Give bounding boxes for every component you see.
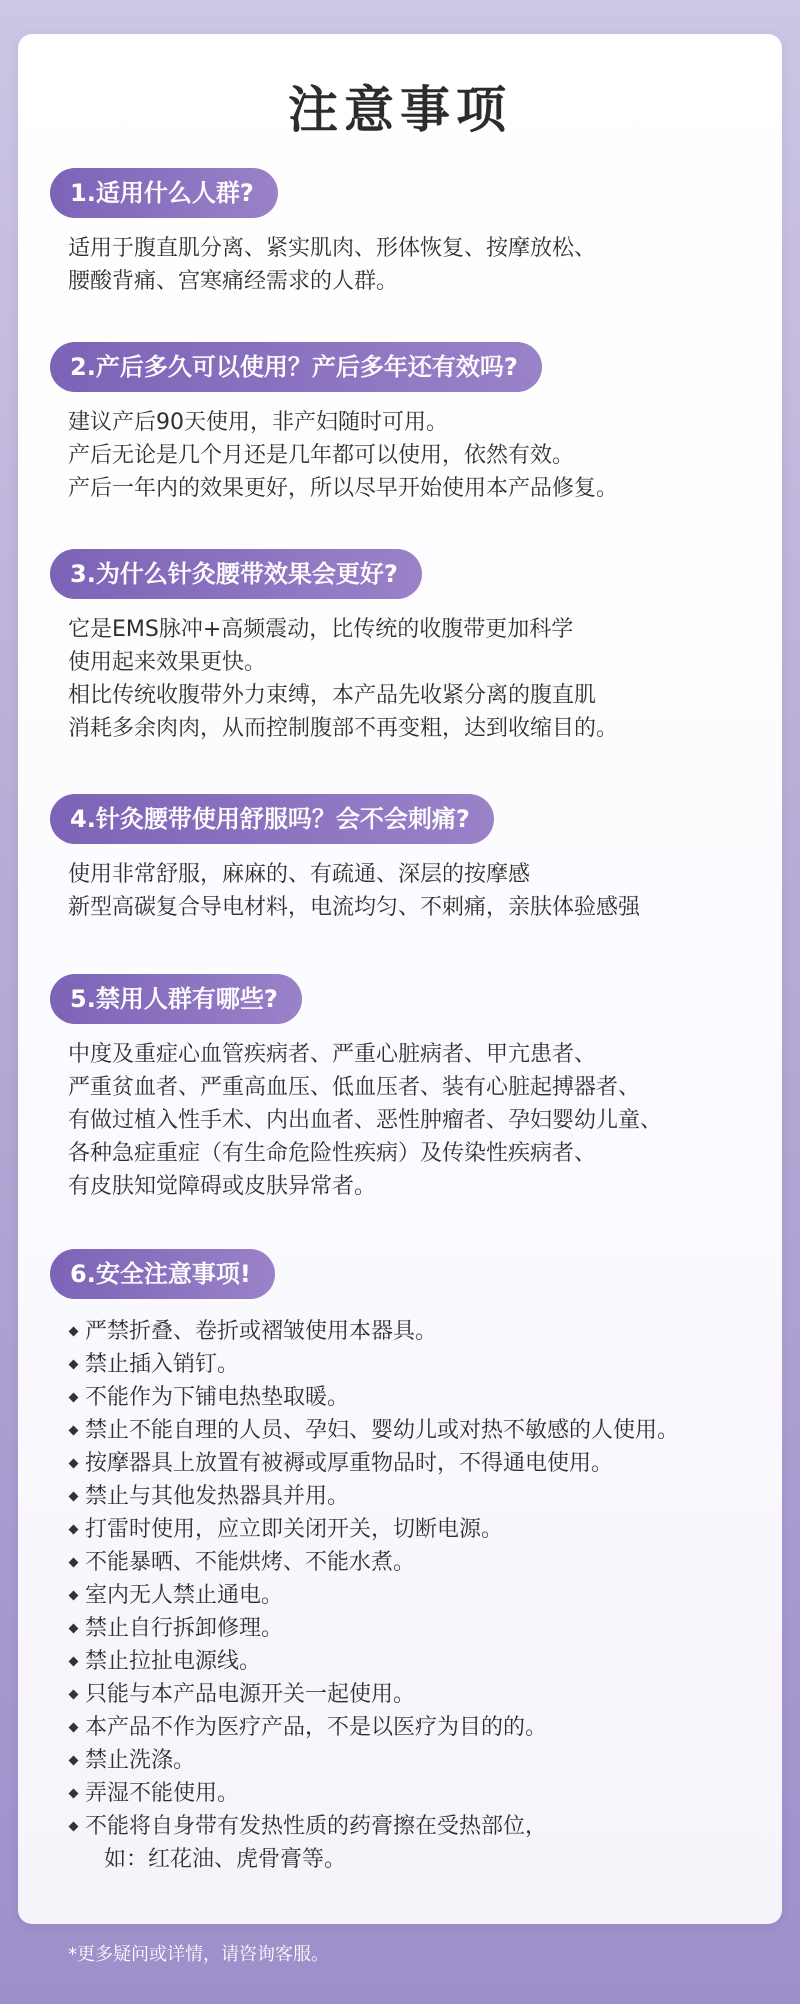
section-target-users — [50, 168, 770, 298]
list-item: 不能暴晒、不能烘烤、不能水煮。 — [66, 1546, 770, 1579]
section-heading: 4.针灸腰带使用舒服吗？会不会刺痛? — [50, 794, 494, 844]
list-item: 弄湿不能使用。 — [66, 1777, 770, 1810]
list-item: 禁止拉扯电源线。 — [66, 1645, 770, 1678]
section-effectiveness — [50, 549, 770, 745]
diamond-bullet-icon — [69, 1789, 79, 1799]
list-item: 只能与本产品电源开关一起使用。 — [66, 1678, 770, 1711]
section-text-line: 中度及重症心血管疾病者、严重心脏病者、甲亢患者、 — [68, 1042, 597, 1067]
list-item: 禁止与其他发热器具并用。 — [66, 1480, 770, 1513]
section-postpartum-usage — [50, 342, 770, 505]
section-heading: 5.禁用人群有哪些? — [50, 974, 302, 1024]
diamond-bullet-icon — [69, 1756, 79, 1766]
section-comfort — [50, 794, 770, 924]
list-item: 禁止不能自理的人员、孕妇、婴幼儿或对热不敏感的人使用。 — [66, 1414, 770, 1447]
diamond-bullet-icon — [69, 1558, 79, 1568]
section-text-line: 它是EMS脉冲+高频震动，比传统的收腹带更加科学 — [68, 617, 574, 642]
section-text-line: 适用于腹直肌分离、紧实肌肉、形体恢复、按摩放松、 — [68, 236, 597, 261]
list-item: 本产品不作为医疗产品，不是以医疗为目的的。 — [66, 1711, 770, 1744]
list-item: 打雷时使用，应立即关闭开关，切断电源。 — [66, 1513, 770, 1546]
section-safety-notes — [50, 1249, 770, 1876]
diamond-bullet-icon — [69, 1657, 79, 1667]
list-item: 禁止洗涤。 — [66, 1744, 770, 1777]
section-contraindications — [50, 974, 770, 1203]
diamond-bullet-icon — [69, 1459, 79, 1469]
page-title: 注意事项 — [288, 81, 512, 139]
section-text-line: 有皮肤知觉障碍或皮肤异常者。 — [68, 1174, 377, 1199]
diamond-bullet-icon — [69, 1360, 79, 1370]
diamond-bullet-icon — [69, 1624, 79, 1634]
section-text-line: 有做过植入性手术、内出血者、恶性肿瘤者、孕妇婴幼儿童、 — [68, 1108, 663, 1133]
section-text-line: 腰酸背痛、宫寒痛经需求的人群。 — [68, 269, 399, 294]
diamond-bullet-icon — [69, 1723, 79, 1733]
list-item: 禁止自行拆卸修理。 — [66, 1612, 770, 1645]
section-text-line: 相比传统收腹带外力束缚，本产品先收紧分离的腹直肌 — [68, 683, 597, 708]
section-heading: 6.安全注意事项! — [50, 1249, 275, 1299]
section-text-line: 建议产后90天使用，非产妇随时可用。 — [68, 410, 448, 435]
diamond-bullet-icon — [69, 1822, 79, 1832]
safety-list — [50, 1315, 770, 1876]
section-heading: 2.产后多久可以使用？产后多年还有效吗? — [50, 342, 542, 392]
section-heading: 3.为什么针灸腰带效果会更好? — [50, 549, 422, 599]
section-text-line: 使用起来效果更快。 — [68, 650, 267, 675]
section-heading: 1.适用什么人群? — [50, 168, 278, 218]
list-item: 不能作为下铺电热垫取暖。 — [66, 1381, 770, 1414]
diamond-bullet-icon — [69, 1492, 79, 1502]
section-text-line: 产后一年内的效果更好，所以尽早开始使用本产品修复。 — [68, 476, 619, 501]
section-text-line: 严重贫血者、严重高血压、低血压者、装有心脏起搏器者、 — [68, 1075, 641, 1100]
diamond-bullet-icon — [69, 1426, 79, 1436]
section-text-line: 产后无论是几个月还是几年都可以使用，依然有效。 — [68, 443, 575, 468]
list-item: 按摩器具上放置有被褥或厚重物品时，不得通电使用。 — [66, 1447, 770, 1480]
diamond-bullet-icon — [69, 1591, 79, 1601]
section-text-line: 使用非常舒服，麻麻的、有疏通、深层的按摩感 — [68, 862, 531, 887]
diamond-bullet-icon — [69, 1393, 79, 1403]
list-item: 不能将自身带有发热性质的药膏擦在受热部位， — [66, 1810, 770, 1843]
list-item-continuation: 如：红花油、虎骨膏等。 — [104, 1847, 347, 1872]
list-item: 禁止插入销钉。 — [66, 1348, 770, 1381]
section-text-line: 各种急症重症（有生命危险性疾病）及传染性疾病者、 — [68, 1141, 597, 1166]
diamond-bullet-icon — [69, 1690, 79, 1700]
list-item: 室内无人禁止通电。 — [66, 1579, 770, 1612]
section-text-line: 新型高碳复合导电材料，电流均匀、不刺痛，亲肤体验感强 — [68, 895, 641, 920]
footer-note: *更多疑问或详情，请咨询客服。 — [68, 1944, 329, 1965]
list-item: 严禁折叠、卷折或褶皱使用本器具。 — [66, 1315, 770, 1348]
section-text-line: 消耗多余肉肉，从而控制腹部不再变粗，达到收缩目的。 — [68, 716, 619, 741]
diamond-bullet-icon — [69, 1327, 79, 1337]
diamond-bullet-icon — [69, 1525, 79, 1535]
